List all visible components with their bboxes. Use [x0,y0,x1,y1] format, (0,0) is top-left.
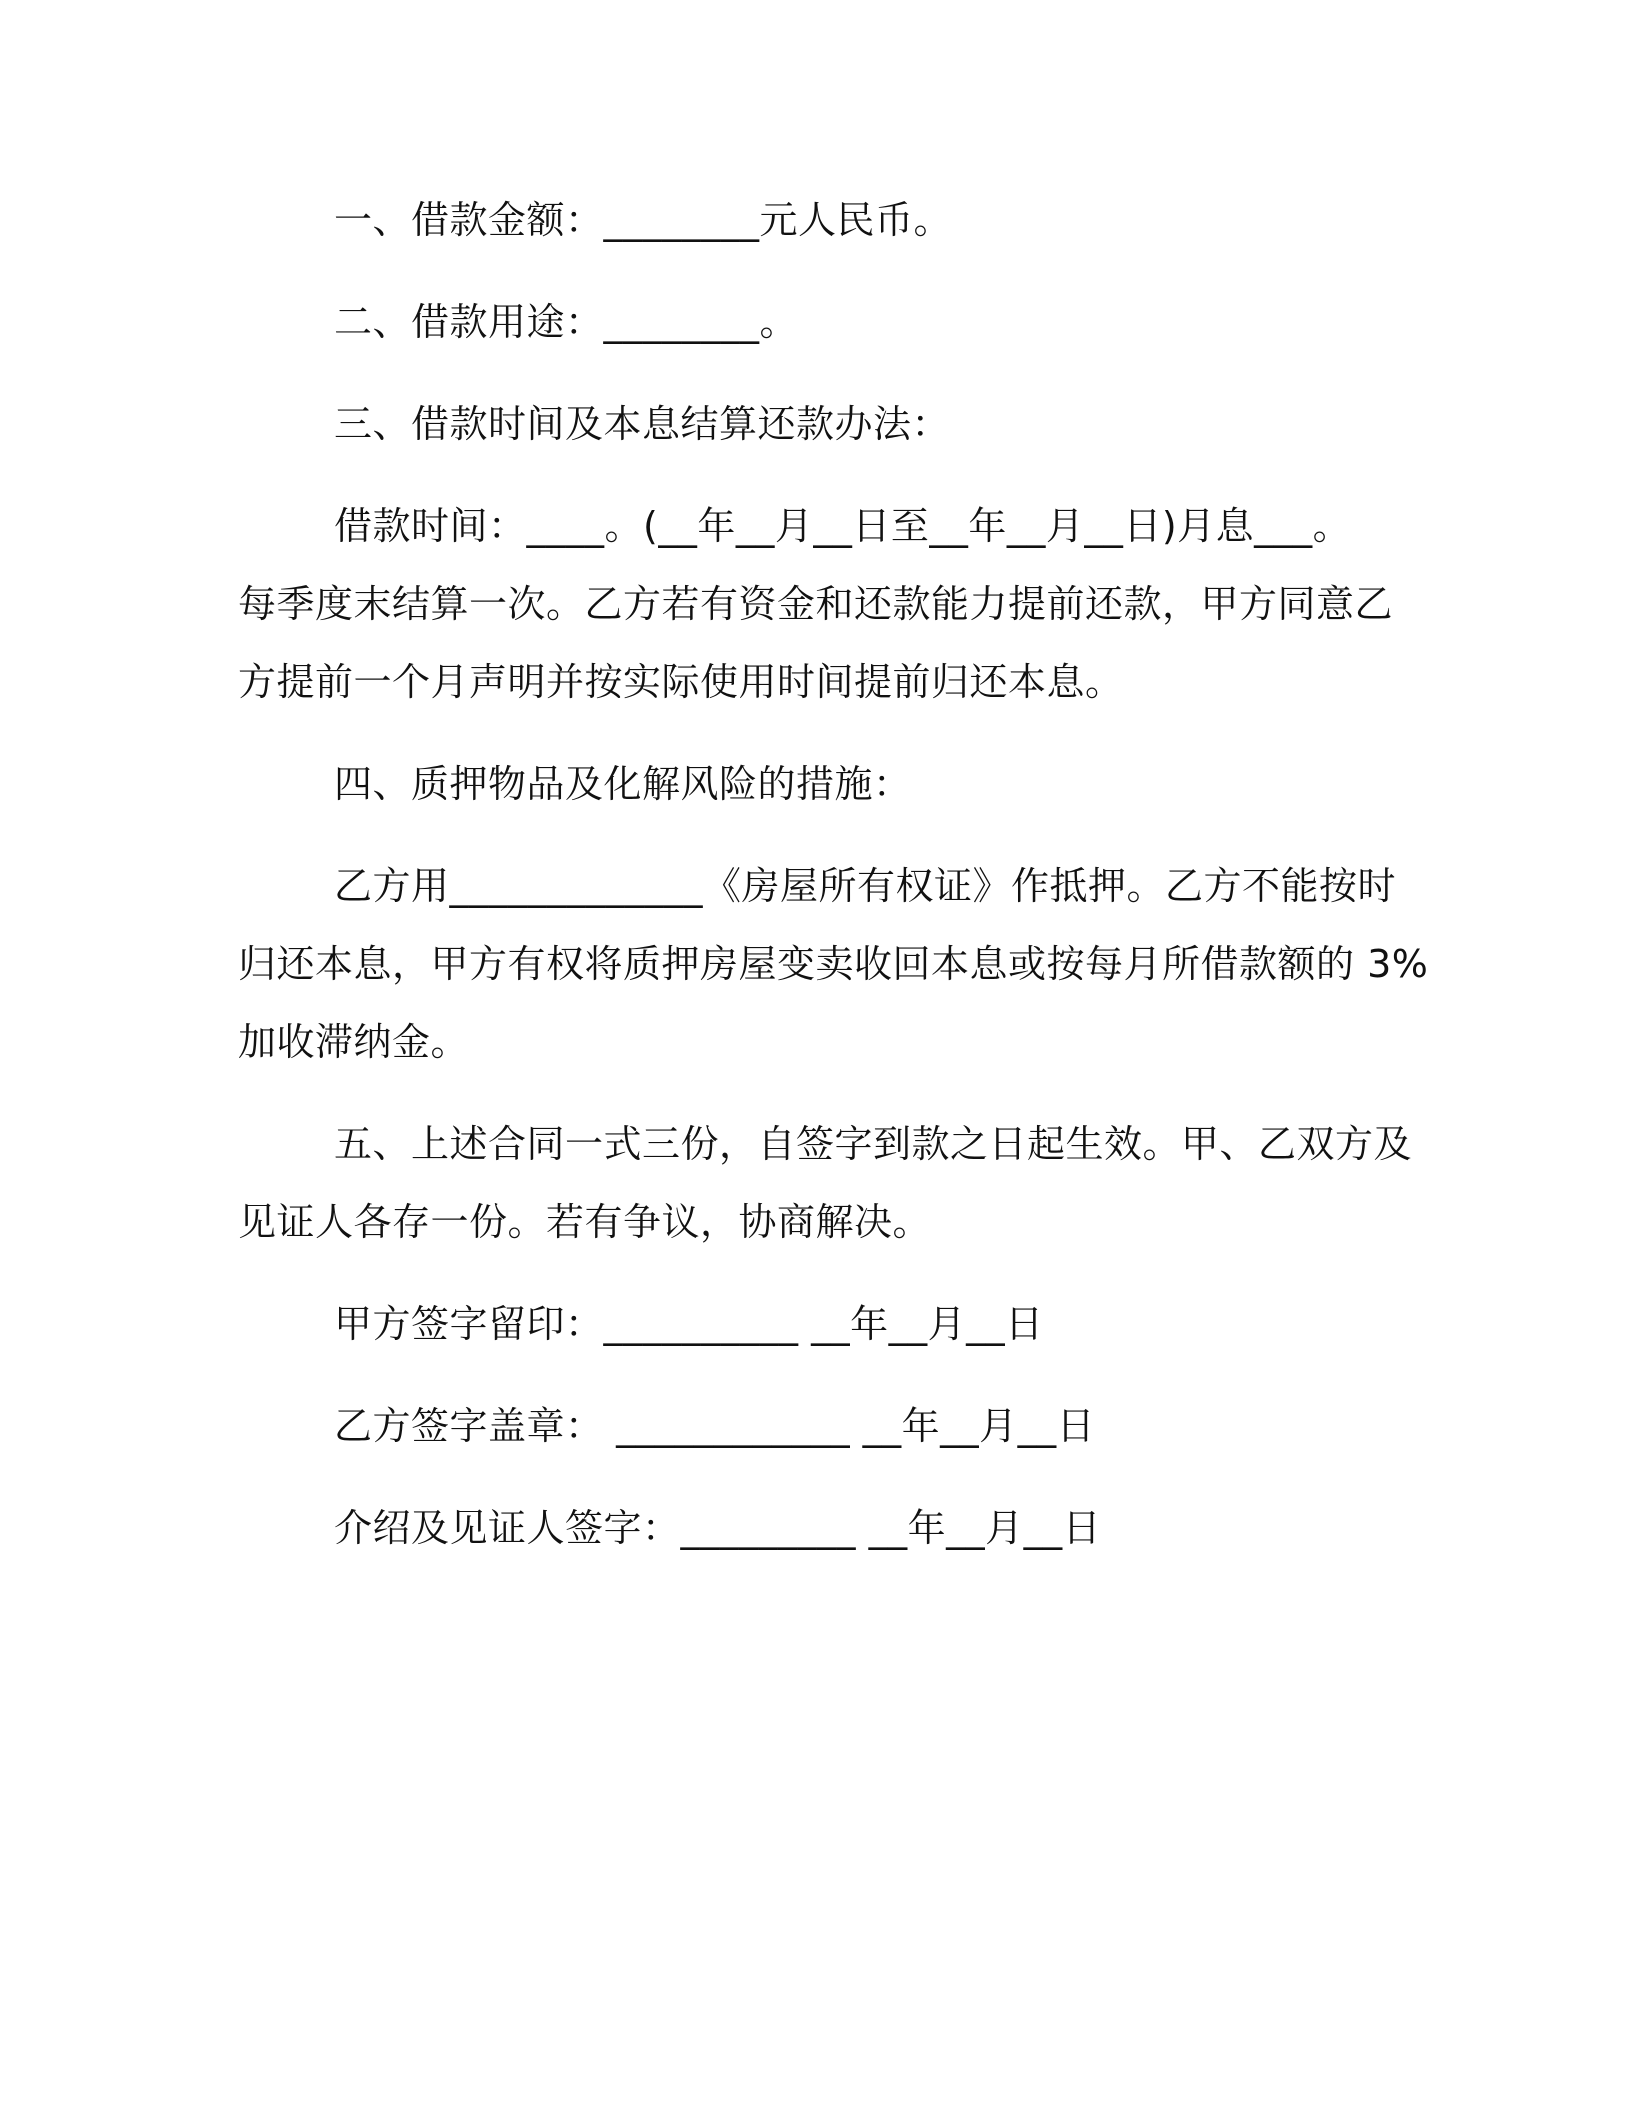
clause-1-loan-amount: 一、借款金额：________元人民币。 [334,198,953,242]
party-a-signature-line: 甲方签字留印：__________ __年__月__日 [334,1302,1044,1346]
witness-signature-line: 介绍及见证人签字：_________ __年__月__日 [334,1506,1102,1550]
clause-4-line-1: 乙方用_____________《房屋所有权证》作抵押。乙方不能按时 [334,864,1397,908]
party-b-signature-line: 乙方签字盖章： ____________ __年__月__日 [334,1404,1096,1448]
clause-3-line-2: 每季度末结算一次。乙方若有资金和还款能力提前还款，甲方同意乙 [238,582,1394,626]
clause-5-line-1: 五、上述合同一式三份，自签字到款之日起生效。甲、乙双方及 [334,1122,1413,1166]
clause-2-loan-purpose: 二、借款用途：________。 [334,300,799,344]
clause-4-heading: 四、质押物品及化解风险的措施： [334,762,912,806]
clause-3-heading: 三、借款时间及本息结算还款办法： [334,402,951,446]
clause-4-line-3: 加收滞纳金。 [238,1020,470,1064]
clause-3-line-3: 方提前一个月声明并按实际使用时间提前归还本息。 [238,660,1124,704]
clause-5-line-2: 见证人各存一份。若有争议，协商解决。 [238,1200,932,1244]
clause-4-line-2: 归还本息，甲方有权将质押房屋变卖收回本息或按每月所借款额的 3% [238,942,1429,986]
clause-3-line-1: 借款时间：____。(__年__月__日至__年__月__日)月息___。 [334,504,1352,548]
